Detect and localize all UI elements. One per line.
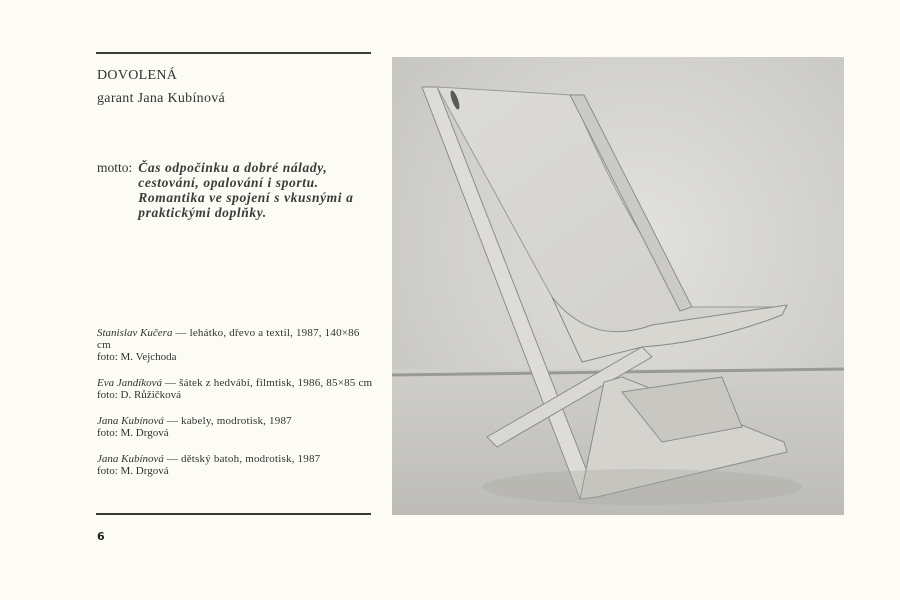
- motto-block: [97, 160, 375, 220]
- motto-label: motto:: [97, 160, 133, 175]
- credits-list: [97, 327, 373, 491]
- credit-description: — šátek z hedvábí, filmtisk, 1986, 85×85 cm: [162, 377, 373, 389]
- bottom-rule: [96, 513, 371, 515]
- credit-photographer: foto: D. Růžičková: [97, 389, 182, 401]
- chair-photograph: [392, 57, 844, 515]
- section-title: DOVOLENÁ: [97, 68, 178, 83]
- credit-item: [97, 415, 373, 439]
- credit-author: Jana Kubínová: [97, 415, 164, 427]
- credit-description: — dětský batoh, modrotisk, 1987: [163, 453, 321, 465]
- credit-description: — kabely, modrotisk, 1987: [163, 415, 292, 427]
- top-rule: [96, 52, 371, 54]
- credit-photographer: foto: M. Vejchoda: [97, 351, 177, 363]
- motto-text: Čas odpočinku a dobré nálady, cestování, opalování i sportu. Romantika ve spojení s vkusnými a praktickými doplňky.: [138, 160, 354, 220]
- credit-item: [97, 377, 373, 401]
- credit-author: Stanislav Kučera: [97, 327, 173, 339]
- credit-item: [97, 453, 373, 477]
- credit-description: — lehátko, dřevo a textil, 1987, 140×86 cm: [97, 327, 360, 351]
- credit-item: [97, 327, 373, 363]
- credit-photographer: foto: M. Drgová: [97, 465, 169, 477]
- credit-photographer: foto: M. Drgová: [97, 427, 169, 439]
- page-number: 6: [97, 530, 105, 543]
- credit-author: Eva Jandíková: [97, 377, 163, 389]
- chair-illustration: [392, 57, 844, 515]
- section-guarantor: garant Jana Kubínová: [97, 91, 226, 106]
- credit-author: Jana Kubínová: [97, 453, 164, 465]
